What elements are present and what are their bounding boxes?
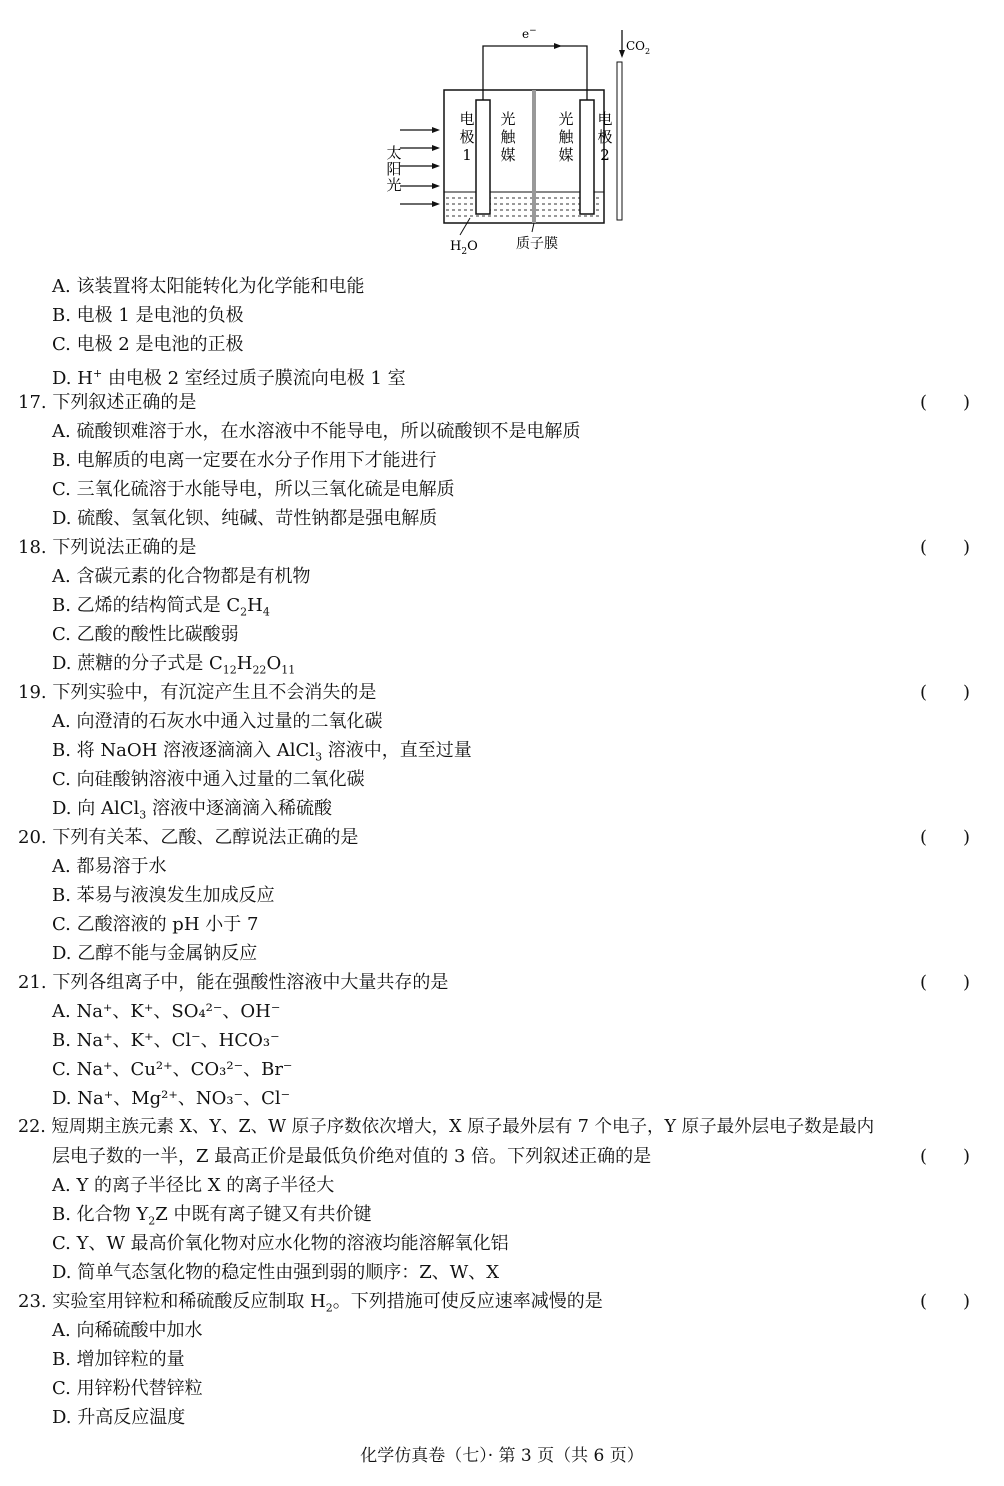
q22-option-b: B. 化合物 $Y_2Z$ 中既有离子键又有共价键 bbox=[52, 1204, 372, 1228]
electrode-2 bbox=[580, 100, 594, 214]
q18-option-a: A. 含碳元素的化合物都是有机物 bbox=[52, 566, 311, 587]
catalyst-left-label bbox=[500, 110, 516, 164]
q19-stem: 19. 下列实验中，有沉淀产生且不会消失的是 bbox=[18, 682, 377, 703]
q17-option-a: A. 硫酸钡难溶于水，在水溶液中不能导电，所以硫酸钡不是电解质 bbox=[52, 421, 581, 442]
q18-option-b: B. 乙烯的结构简式是 $C_2H_4$ bbox=[52, 595, 270, 619]
q19-answer-bracket: ( ) bbox=[920, 682, 971, 703]
co2-tube bbox=[617, 62, 622, 220]
q19-option-c: C. 向硅酸钠溶液中通入过量的二氧化碳 bbox=[52, 769, 365, 790]
q21-option-d: D. Na⁺、Mg²⁺、NO₃⁻、Cl⁻ bbox=[52, 1088, 291, 1109]
q18-option-c: C. 乙酸的酸性比碳酸弱 bbox=[52, 624, 239, 645]
q23-answer-bracket: ( ) bbox=[920, 1291, 971, 1312]
water-hatch bbox=[446, 198, 602, 216]
q18-stem: 18. 下列说法正确的是 bbox=[18, 537, 197, 558]
electrode-1-label bbox=[459, 110, 474, 164]
q20-option-c: C. 乙酸溶液的 pH 小于 7 bbox=[52, 914, 259, 935]
svg-text:触: 触 bbox=[558, 128, 574, 146]
electrode-1 bbox=[476, 100, 490, 214]
q21-option-a: A. Na⁺、K⁺、SO₄²⁻、OH⁻ bbox=[52, 1001, 281, 1022]
q19-option-b: B. 将 NaOH 溶液逐滴滴入 AlCl$_3$ 溶液中，直至过量 bbox=[52, 740, 472, 764]
q21-answer-bracket: ( ) bbox=[920, 972, 971, 993]
q18-option-d: D. 蔗糖的分子式是 $C_{12}H_{22}O_{11}$ bbox=[52, 653, 296, 677]
q22-stem-line-1: 22. 短周期主族元素 X、Y、Z、W 原子序数依次增大，X 原子最外层有 7 个电子，Y 原子最外层电子数是最内 bbox=[18, 1117, 875, 1137]
q22-answer-bracket: ( ) bbox=[920, 1146, 971, 1167]
q22-option-c: C. Y、W 最高价氧化物对应水化物的溶液均能溶解氧化铝 bbox=[52, 1233, 509, 1254]
q21-option-b: B. Na⁺、K⁺、Cl⁻、HCO₃⁻ bbox=[52, 1030, 280, 1051]
svg-text:媒: 媒 bbox=[558, 146, 574, 164]
q20-option-d: D. 乙醇不能与金属钠反应 bbox=[52, 943, 258, 964]
q17-option-d: D. 硫酸、氢氧化钡、纯碱、苛性钠都是强电解质 bbox=[52, 508, 438, 529]
q16-option-b: B. 电极 1 是电池的负极 bbox=[52, 305, 244, 326]
electron-arrow bbox=[554, 43, 562, 49]
q19-option-a: A. 向澄清的石灰水中通入过量的二氧化碳 bbox=[52, 711, 383, 732]
svg-text:光: 光 bbox=[558, 110, 574, 128]
q16-option-d: D. H+ 由电极 2 室经过质子膜流向电极 1 室 bbox=[52, 367, 406, 389]
q20-option-a: A. 都易溶于水 bbox=[52, 856, 167, 877]
q23-option-b: B. 增加锌粒的量 bbox=[52, 1349, 185, 1370]
q20-stem: 20. 下列有关苯、乙酸、乙醇说法正确的是 bbox=[18, 827, 359, 848]
q23-option-d: D. 升高反应温度 bbox=[52, 1407, 186, 1428]
q22-stem-line-2: 层电子数的一半，Z 最高正价是最低负价绝对值的 3 倍。下列叙述正确的是 bbox=[52, 1146, 652, 1167]
q18-answer-bracket: ( ) bbox=[920, 537, 971, 558]
q19-option-d: D. 向 AlCl$_3$ 溶液中逐滴滴入稀硫酸 bbox=[52, 798, 332, 822]
q17-option-b: B. 电解质的电离一定要在水分子作用下才能进行 bbox=[52, 450, 437, 471]
q20-option-b: B. 苯易与液溴发生加成反应 bbox=[52, 885, 275, 906]
q22-option-d: D. 简单气态氢化物的稳定性由强到弱的顺序：Z、W、X bbox=[52, 1262, 500, 1283]
electrode-2-label bbox=[597, 110, 612, 164]
svg-text:光: 光 bbox=[500, 110, 516, 128]
q23-option-c: C. 用锌粉代替锌粒 bbox=[52, 1378, 203, 1399]
q23-stem: 23. 实验室用锌粒和稀硫酸反应制取 $H_2$。下列措施可使反应速率减慢的是 bbox=[18, 1291, 603, 1315]
svg-text:电: 电 bbox=[459, 110, 475, 128]
sunlight-label bbox=[386, 144, 401, 194]
svg-text:1: 1 bbox=[462, 146, 472, 164]
q23-option-a: A. 向稀硫酸中加水 bbox=[52, 1320, 203, 1341]
svg-text:极: 极 bbox=[459, 128, 475, 146]
catalyst-right-label bbox=[558, 110, 574, 164]
svg-text:太: 太 bbox=[386, 144, 402, 162]
co2-label: $CO_2$ bbox=[626, 39, 651, 56]
svg-text:触: 触 bbox=[500, 128, 516, 146]
q16-option-c: C. 电极 2 是电池的正极 bbox=[52, 334, 244, 355]
page-footer: 化学仿真卷（七）· 第 3 页（共 6 页） bbox=[360, 1446, 644, 1466]
q17-option-c: C. 三氧化硫溶于水能导电，所以三氧化硫是电解质 bbox=[52, 479, 455, 500]
q21-stem: 21. 下列各组离子中，能在强酸性溶液中大量共存的是 bbox=[18, 972, 449, 993]
svg-text:电: 电 bbox=[597, 110, 613, 128]
q17-answer-bracket: ( ) bbox=[920, 392, 971, 413]
svg-text:光: 光 bbox=[386, 176, 402, 194]
co2-arrow bbox=[619, 50, 625, 58]
svg-text:2: 2 bbox=[600, 146, 610, 164]
q22-option-a: A. Y 的离子半径比 X 的离子半径大 bbox=[52, 1175, 335, 1196]
electron-label: e− bbox=[522, 26, 537, 41]
q21-option-c: C. Na⁺、Cu²⁺、CO₃²⁻、Br⁻ bbox=[52, 1059, 293, 1080]
q16-option-a: A. 该装置将太阳能转化为化学能和电能 bbox=[52, 276, 365, 297]
svg-text:极: 极 bbox=[597, 128, 613, 146]
sunlight-arrows bbox=[400, 130, 436, 204]
svg-text:阳: 阳 bbox=[386, 160, 402, 178]
proton-membrane bbox=[532, 90, 536, 223]
electrolysis-cell-diagram bbox=[370, 20, 651, 260]
q20-answer-bracket: ( ) bbox=[920, 827, 971, 848]
h2o-label: $H_2O$ bbox=[450, 239, 478, 257]
svg-text:媒: 媒 bbox=[500, 146, 516, 164]
proton-membrane-label: 质子膜 bbox=[516, 236, 558, 252]
q17-stem: 17. 下列叙述正确的是 bbox=[18, 392, 197, 413]
